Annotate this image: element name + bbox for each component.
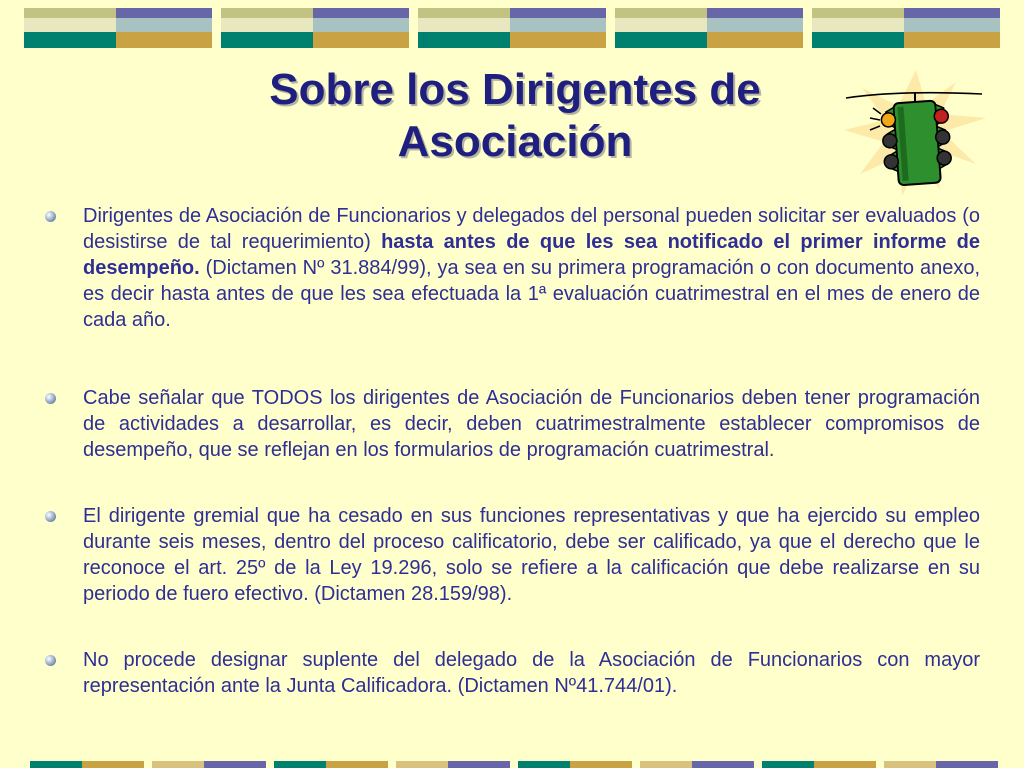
bullet-sphere-icon bbox=[45, 655, 56, 666]
band-tile bbox=[418, 8, 606, 48]
traffic-light-icon bbox=[840, 68, 995, 198]
top-decoration-band bbox=[24, 8, 1000, 48]
bottom-decoration-band bbox=[30, 761, 1024, 768]
bullet-text: (Dictamen Nº 31.884/99), ya sea en su primera programación o con documento anexo, es decir hasta antes de que les sea efectuada la 1ª evaluación cuatrimestral en el mes de enero de cada año. bbox=[83, 257, 980, 331]
bullet-item bbox=[44, 203, 980, 333]
bullet-sphere-icon bbox=[45, 511, 56, 522]
bullet-list bbox=[44, 203, 980, 699]
band-tile bbox=[615, 8, 803, 48]
title-line-1: Sobre los Dirigentes de bbox=[269, 65, 761, 114]
slide-title bbox=[140, 64, 890, 168]
bullet-item bbox=[44, 385, 980, 463]
title-line-2: Asociación bbox=[397, 117, 633, 166]
band-tile bbox=[221, 8, 409, 48]
bullet-item bbox=[44, 503, 980, 607]
bullet-bold-text: hasta antes de que les sea notificado el primer informe de desempeño. bbox=[83, 231, 981, 279]
band-tile bbox=[24, 8, 212, 48]
bullet-sphere-icon bbox=[45, 211, 56, 222]
bullet-text: Dirigentes de Asociación de Funcionarios y delegados del personal pueden solicitar ser evaluados (o desistirse de tal requerimiento) bbox=[83, 205, 980, 253]
bullet-sphere-icon bbox=[45, 393, 56, 404]
bullet-item bbox=[44, 647, 980, 699]
bullet-text: Cabe señalar que TODOS los dirigentes de Asociación de Funcionarios deben tener programación de actividades a desarrollar, es decir, deben cuatrimestralmente establecer compromisos de desempeño, que se reflejan en los formularios de programación cuatrimestral. bbox=[83, 387, 980, 461]
band-tile bbox=[812, 8, 1000, 48]
bullet-text: El dirigente gremial que ha cesado en sus funciones representativas y que ha ejercido su empleo durante seis meses, dentro del proceso calificatorio, debe ser calificado, ya que el derecho que le reconoce el art. 25º de la Ley 19.296, solo se refiere a la calificación que debe realizarse en su periodo de fuero efectivo. (Dictamen 28.159/98). bbox=[83, 505, 980, 605]
bullet-text: No procede designar suplente del delegado de la Asociación de Funcionarios con mayor representación ante la Junta Calificadora. (Dictamen Nº41.744/01). bbox=[83, 649, 980, 697]
